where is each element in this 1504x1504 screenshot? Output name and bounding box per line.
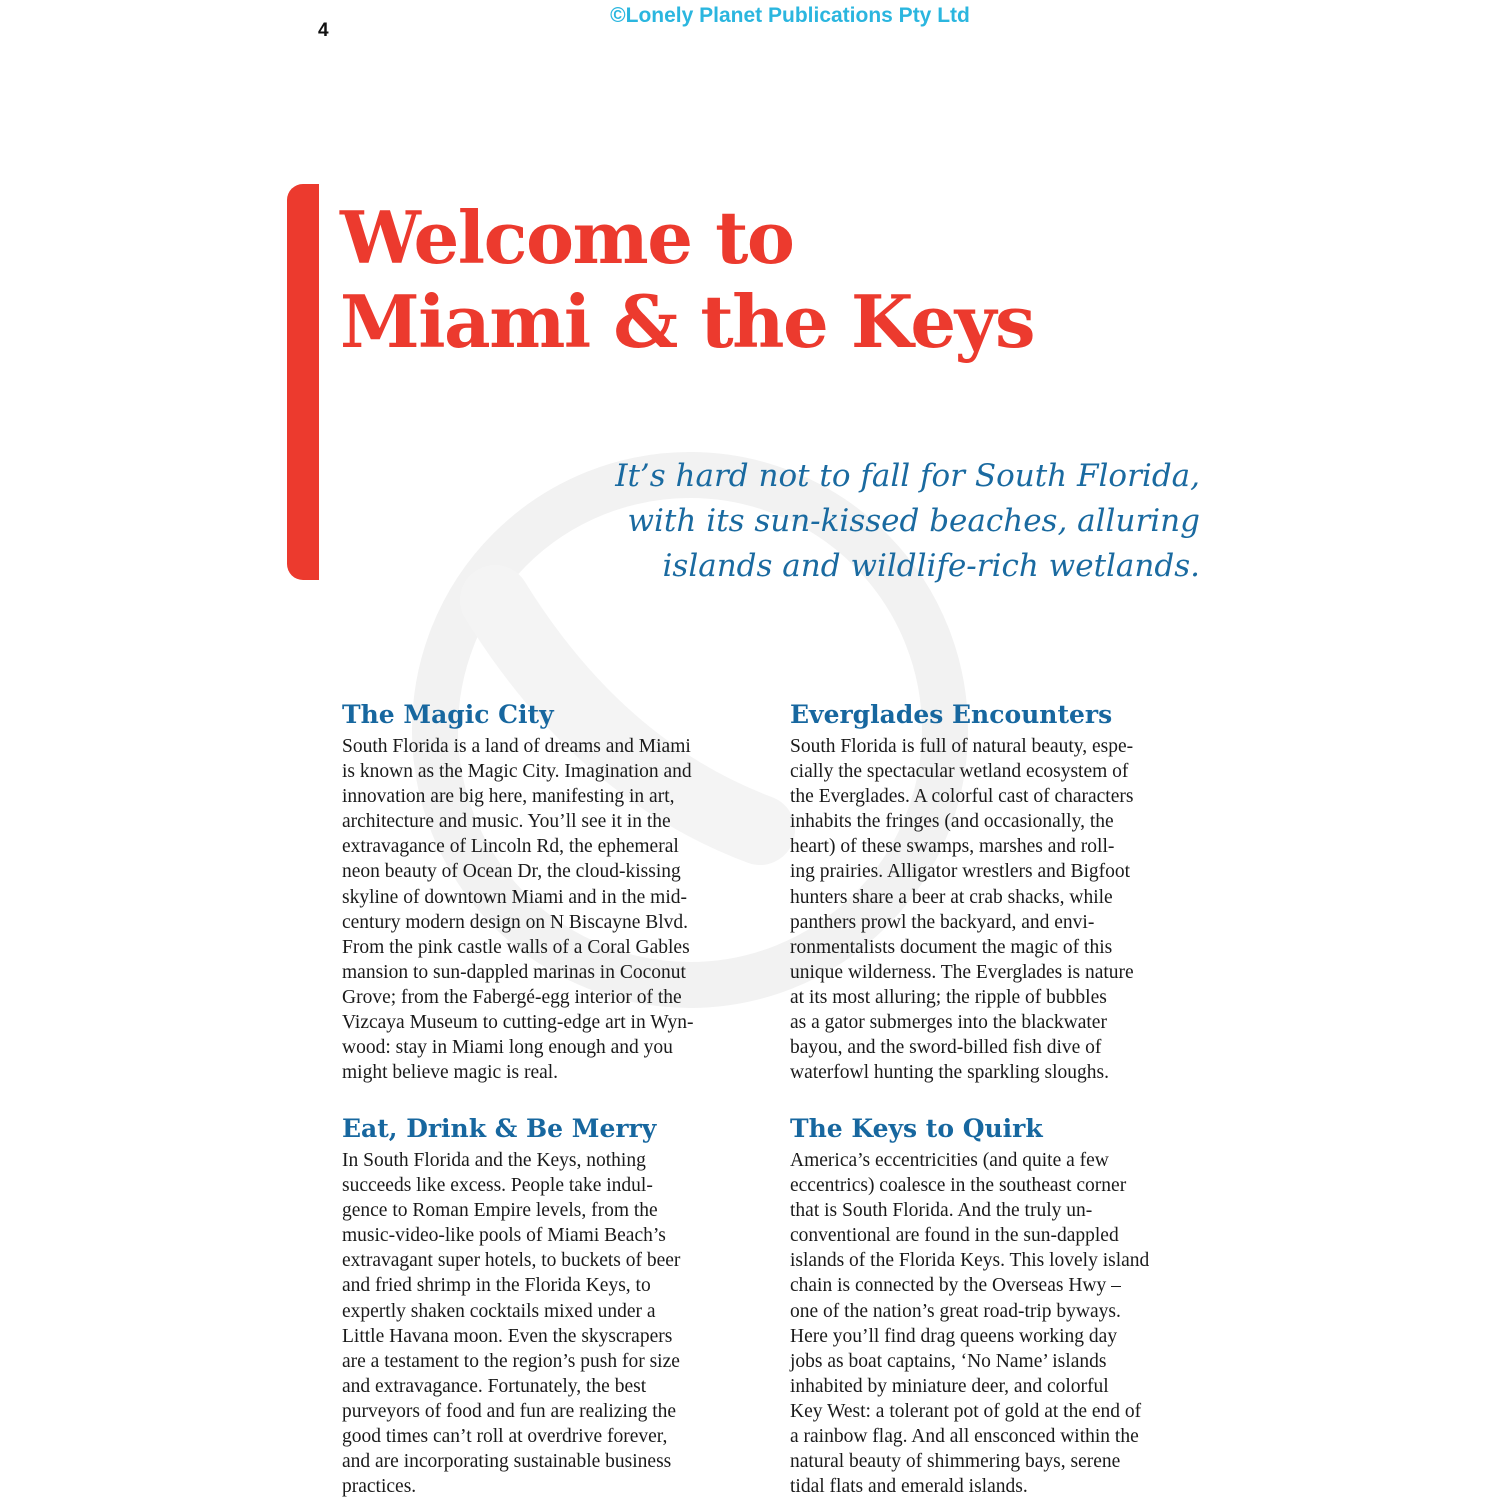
- title-line: Welcome to: [340, 195, 794, 280]
- body-line: and fried shrimp in the Florida Keys, to: [342, 1275, 651, 1297]
- section-body: [342, 734, 762, 1085]
- body-line: one of the nation’s great road-trip byways.: [790, 1300, 1121, 1322]
- body-line: Key West: a tolerant pot of gold at the end of: [790, 1400, 1142, 1422]
- body-line: innovation are big here, manifesting in art,: [342, 786, 675, 808]
- body-line: extravagant super hotels, to buckets of beer: [342, 1250, 681, 1272]
- body-line: is known as the Magic City. Imagination and: [342, 761, 692, 783]
- section-heading: Eat, Drink & Be Merry: [342, 1114, 657, 1143]
- body-line: ing prairies. Alligator wrestlers and Bigfoot: [790, 861, 1131, 883]
- section-magic-city: [342, 698, 762, 1085]
- section-everglades-encounters: [790, 698, 1210, 1085]
- body-line: mansion to sun-dappled marinas in Coconut: [342, 961, 686, 983]
- body-line: panthers prowl the backyard, and envi-: [790, 911, 1095, 933]
- body-line: neon beauty of Ocean Dr, the cloud-kissing: [342, 861, 681, 883]
- title-line: Miami & the Keys: [340, 279, 1035, 364]
- body-line: gence to Roman Empire levels, from the: [342, 1200, 658, 1222]
- body-line: South Florida is a land of dreams and Miami: [342, 736, 691, 757]
- body-line: eccentrics) coalesce in the southeast corner: [790, 1175, 1127, 1197]
- body-line: and extravagance. Fortunately, the best: [342, 1375, 647, 1397]
- body-line: Here you’ll find drag queens working day: [790, 1325, 1118, 1347]
- section-heading: The Magic City: [342, 700, 554, 729]
- section-body: [790, 1148, 1210, 1499]
- page-title: [340, 196, 1034, 364]
- body-line: the Everglades. A colorful cast of characters: [790, 786, 1134, 808]
- body-line: waterfowl hunting the sparkling sloughs.: [790, 1062, 1109, 1084]
- section-body: [342, 1148, 762, 1499]
- body-line: practices.: [342, 1476, 417, 1498]
- body-line: that is South Florida. And the truly un-: [790, 1200, 1093, 1222]
- body-line: as a gator submerges into the blackwater: [790, 1012, 1107, 1034]
- body-line: might believe magic is real.: [342, 1062, 559, 1084]
- body-line: islands of the Florida Keys. This lovely island: [790, 1250, 1150, 1272]
- section-body: [790, 734, 1210, 1085]
- body-line: tidal flats and emerald islands.: [790, 1476, 1028, 1498]
- body-line: good times can’t roll at overdrive forever,: [342, 1426, 668, 1448]
- page-number: 4: [318, 20, 329, 41]
- body-line: cially the spectacular wetland ecosystem of: [790, 761, 1129, 783]
- body-line: skyline of downtown Miami and in the mid-: [342, 886, 688, 908]
- body-line: music-video-like pools of Miami Beach’s: [342, 1225, 666, 1247]
- body-line: inhabited by miniature deer, and colorful: [790, 1375, 1109, 1397]
- body-line: Vizcaya Museum to cutting-edge art in Wyn-: [342, 1012, 694, 1034]
- body-line: unique wilderness. The Everglades is nature: [790, 961, 1134, 983]
- body-line: hunters share a beer at crab shacks, while: [790, 886, 1113, 908]
- intro-tagline: [615, 454, 1200, 589]
- body-line: Grove; from the Fabergé-egg interior of the: [342, 986, 682, 1008]
- body-line: natural beauty of shimmering bays, serene: [790, 1451, 1121, 1473]
- body-line: are a testament to the region’s push for size: [342, 1350, 680, 1372]
- body-line: America’s eccentricities (and quite a few: [790, 1150, 1109, 1171]
- intro-line: with its sun-kissed beaches, alluring: [627, 503, 1200, 539]
- body-line: jobs as boat captains, ‘No Name’ islands: [790, 1350, 1107, 1372]
- section-keys-to-quirk: [790, 1112, 1210, 1499]
- body-line: wood: stay in Miami long enough and you: [342, 1037, 673, 1059]
- section-heading: The Keys to Quirk: [790, 1114, 1043, 1143]
- body-line: inhabits the fringes (and occasionally, the: [790, 811, 1114, 833]
- body-line: succeeds like excess. People take indul-: [342, 1175, 653, 1197]
- body-line: extravagance of Lincoln Rd, the ephemeral: [342, 836, 679, 858]
- body-line: South Florida is full of natural beauty, espe-: [790, 736, 1134, 757]
- body-line: chain is connected by the Overseas Hwy –: [790, 1275, 1121, 1297]
- body-line: heart) of these swamps, marshes and roll-: [790, 836, 1115, 858]
- body-line: In South Florida and the Keys, nothing: [342, 1150, 646, 1171]
- body-line: century modern design on N Biscayne Blvd.: [342, 911, 689, 933]
- body-line: bayou, and the sword-billed fish dive of: [790, 1037, 1102, 1059]
- body-line: conventional are found in the sun-dappled: [790, 1225, 1119, 1247]
- body-line: a rainbow flag. And all ensconced within the: [790, 1426, 1139, 1448]
- section-eat-drink: [342, 1112, 762, 1499]
- body-line: purveyors of food and fun are realizing the: [342, 1400, 677, 1422]
- intro-line: islands and wildlife-rich wetlands.: [662, 548, 1200, 584]
- body-line: Little Havana moon. Even the skyscrapers: [342, 1325, 673, 1347]
- section-heading: Everglades Encounters: [790, 700, 1113, 729]
- body-line: architecture and music. You’ll see it in the: [342, 811, 671, 833]
- accent-bar: [287, 184, 319, 580]
- body-line: From the pink castle walls of a Coral Gables: [342, 936, 690, 958]
- body-line: and are incorporating sustainable business: [342, 1451, 672, 1473]
- copyright-notice: ©Lonely Planet Publications Pty Ltd: [610, 4, 970, 27]
- body-line: expertly shaken cocktails mixed under a: [342, 1300, 656, 1322]
- body-line: at its most alluring; the ripple of bubbles: [790, 986, 1107, 1008]
- body-line: ronmentalists document the magic of this: [790, 936, 1113, 958]
- intro-line: It’s hard not to fall for South Florida,: [615, 458, 1200, 494]
